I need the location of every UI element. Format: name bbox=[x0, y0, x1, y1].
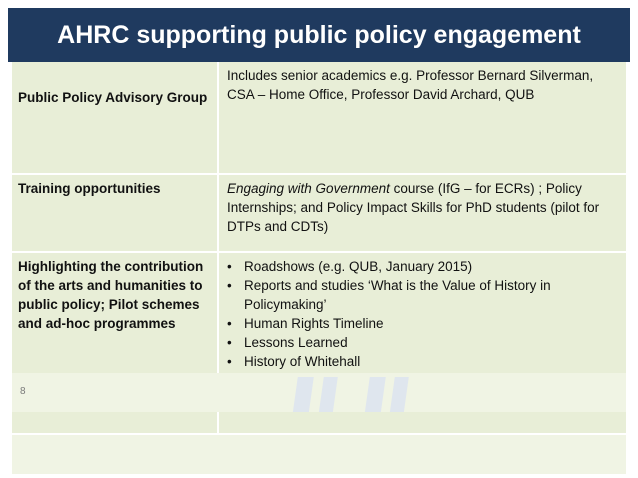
row-text-rest: course (IfG – for ECRs) ; Policy Internships; and Policy Impact Skills for PhD students (pilot for DTPs and CDTs) bbox=[227, 181, 600, 234]
decorative-mark bbox=[318, 377, 338, 412]
title-bar bbox=[8, 8, 630, 62]
row-divider bbox=[12, 433, 626, 435]
row-label: Highlighting the contribution of the arts and humanities to public policy; Pilot schemes and ad-hoc programmes bbox=[18, 259, 204, 331]
table-row bbox=[12, 62, 626, 173]
list-item: • Reports and studies ‘What is the Value of History in Policymaking’ bbox=[227, 276, 618, 314]
decorative-mark bbox=[389, 377, 409, 412]
list-item: • History of Whitehall bbox=[227, 352, 618, 371]
row-label-cell bbox=[12, 175, 217, 251]
decorative-mark bbox=[292, 377, 314, 412]
row-label: Training opportunities bbox=[18, 181, 161, 196]
row-divider bbox=[12, 173, 626, 175]
footer-strip bbox=[12, 373, 626, 412]
decorative-mark bbox=[364, 377, 386, 412]
table-row bbox=[12, 175, 626, 251]
policy-table bbox=[12, 62, 626, 474]
page-number: 8 bbox=[20, 386, 26, 397]
row-label-cell bbox=[12, 62, 217, 173]
list-item: • Roadshows (e.g. QUB, January 2015) bbox=[227, 257, 618, 276]
bullet-list bbox=[227, 257, 618, 390]
row-divider bbox=[12, 251, 626, 253]
list-item: • Human Rights Timeline bbox=[227, 314, 618, 333]
list-item: • Lessons Learned bbox=[227, 333, 618, 352]
row-text bbox=[227, 179, 618, 236]
row-content-cell bbox=[219, 175, 626, 251]
row-text: Includes senior academics e.g. Professor Bernard Silverman, CSA – Home Office, Professor David Archard, QUB bbox=[227, 68, 594, 102]
row-label: Public Policy Advisory Group bbox=[18, 90, 208, 105]
slide-title: AHRC supporting public policy engagement bbox=[57, 20, 581, 49]
course-name: Engaging with Government bbox=[227, 181, 390, 196]
row-content-cell bbox=[219, 62, 626, 173]
